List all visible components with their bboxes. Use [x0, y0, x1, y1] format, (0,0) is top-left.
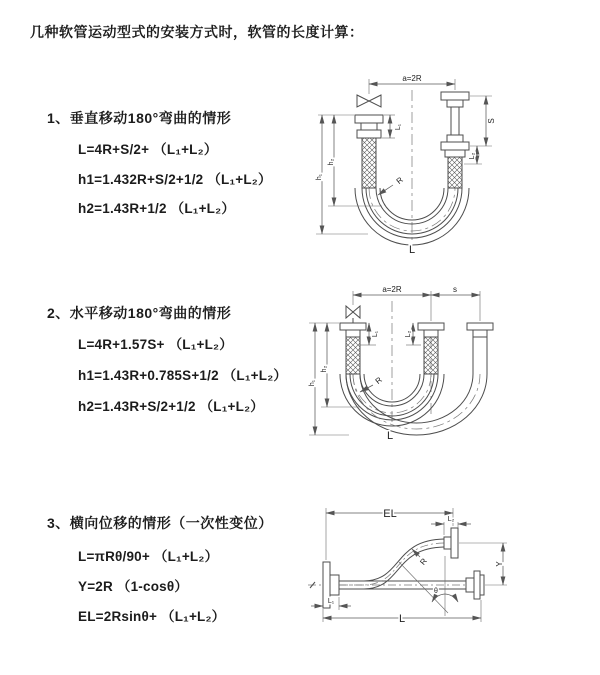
lower-right-flange	[466, 571, 484, 599]
upper-right-flange	[444, 528, 458, 558]
braid-hose	[424, 337, 438, 374]
section-2-heading: 2、水平移动180°弯曲的情形	[47, 305, 232, 321]
dim-label-y: Y	[495, 561, 504, 567]
braid-hose	[346, 337, 360, 374]
diagram-lateral-displacement	[298, 500, 598, 652]
section-1-heading: 1、垂直移动180°弯曲的情形	[47, 110, 232, 126]
dim-label-l1: L₁	[395, 123, 402, 131]
right-pipe-fitting	[441, 92, 469, 188]
dim-label-el: EL	[383, 508, 397, 520]
dim-label-a2r: a=2R	[382, 285, 402, 294]
diagram-vertical-bend	[312, 70, 592, 258]
radius-callout	[378, 175, 405, 195]
dim-label-l1: L₁	[372, 330, 379, 338]
formula-line: L=4R+S/2+ （L₁+L₂）	[78, 142, 218, 157]
diagram-horizontal-bend	[303, 285, 593, 463]
page-title: 几种软管运动型式的安装方式时，软管的长度计算：	[30, 24, 364, 40]
dim-label-l: L	[398, 613, 406, 625]
formula-line: h2=1.43R+1/2 （L₁+L₂）	[78, 201, 236, 216]
dimension-l1	[311, 597, 351, 610]
dim-label-l2: L₂	[469, 152, 476, 160]
braid-hose	[362, 138, 376, 188]
left-pipe-fitting	[355, 115, 383, 188]
dim-label-r: R	[373, 375, 384, 386]
dim-label-l2: L₂	[405, 330, 412, 338]
middle-pipe-fitting	[418, 323, 444, 374]
formula-line: Y=2R （1-cosθ）	[78, 579, 189, 594]
right-pipe-fitting	[467, 323, 493, 374]
dim-label-h2: h₂	[321, 365, 328, 373]
dim-label-r: R	[394, 175, 405, 186]
dim-label-a2r: a=2R	[402, 74, 422, 83]
dim-label-theta: θ	[434, 588, 438, 595]
dim-label-l: L	[386, 430, 394, 442]
dim-label-l: L	[408, 244, 416, 256]
dim-label-h1: h₁	[316, 173, 323, 181]
dim-label-h2: h₂	[328, 158, 335, 166]
angle-construction	[399, 556, 458, 616]
dimension-el	[326, 508, 453, 560]
valve-icon	[357, 95, 381, 107]
dimension-s	[431, 285, 480, 295]
formula-line: L=4R+1.57S+ （L₁+L₂）	[78, 337, 233, 352]
dim-label-s: s	[453, 285, 457, 294]
dimension-a2r	[353, 285, 480, 321]
formula-line: EL=2Rsinθ+ （L₁+L₂）	[78, 609, 226, 624]
dimension-l	[323, 600, 481, 625]
formula-line: h1=1.43R+0.785S+1/2 （L₁+L₂）	[78, 368, 288, 383]
dim-label-h1: h₁	[309, 379, 316, 387]
dim-label-s: S	[487, 118, 496, 124]
dimension-l1	[382, 115, 402, 138]
hose-u-bend-position-2	[346, 374, 487, 435]
formula-line: h2=1.43R+S/2+1/2 （L₁+L₂）	[78, 399, 264, 414]
section-3-heading: 3、横向位移的情形（一次性变位）	[47, 515, 273, 531]
left-pipe-fitting	[340, 323, 366, 374]
formula-line: L=πRθ/90+ （L₁+L₂）	[78, 549, 219, 564]
braid-hose	[448, 157, 462, 188]
dim-label-l1: L₁	[327, 598, 335, 605]
dim-label-l2: L₂	[447, 516, 455, 523]
dimension-s	[470, 96, 496, 146]
dim-label-r: R	[418, 556, 429, 567]
formula-line: h1=1.432R+S/2+1/2 （L₁+L₂）	[78, 172, 272, 187]
valve-icon	[346, 306, 360, 323]
